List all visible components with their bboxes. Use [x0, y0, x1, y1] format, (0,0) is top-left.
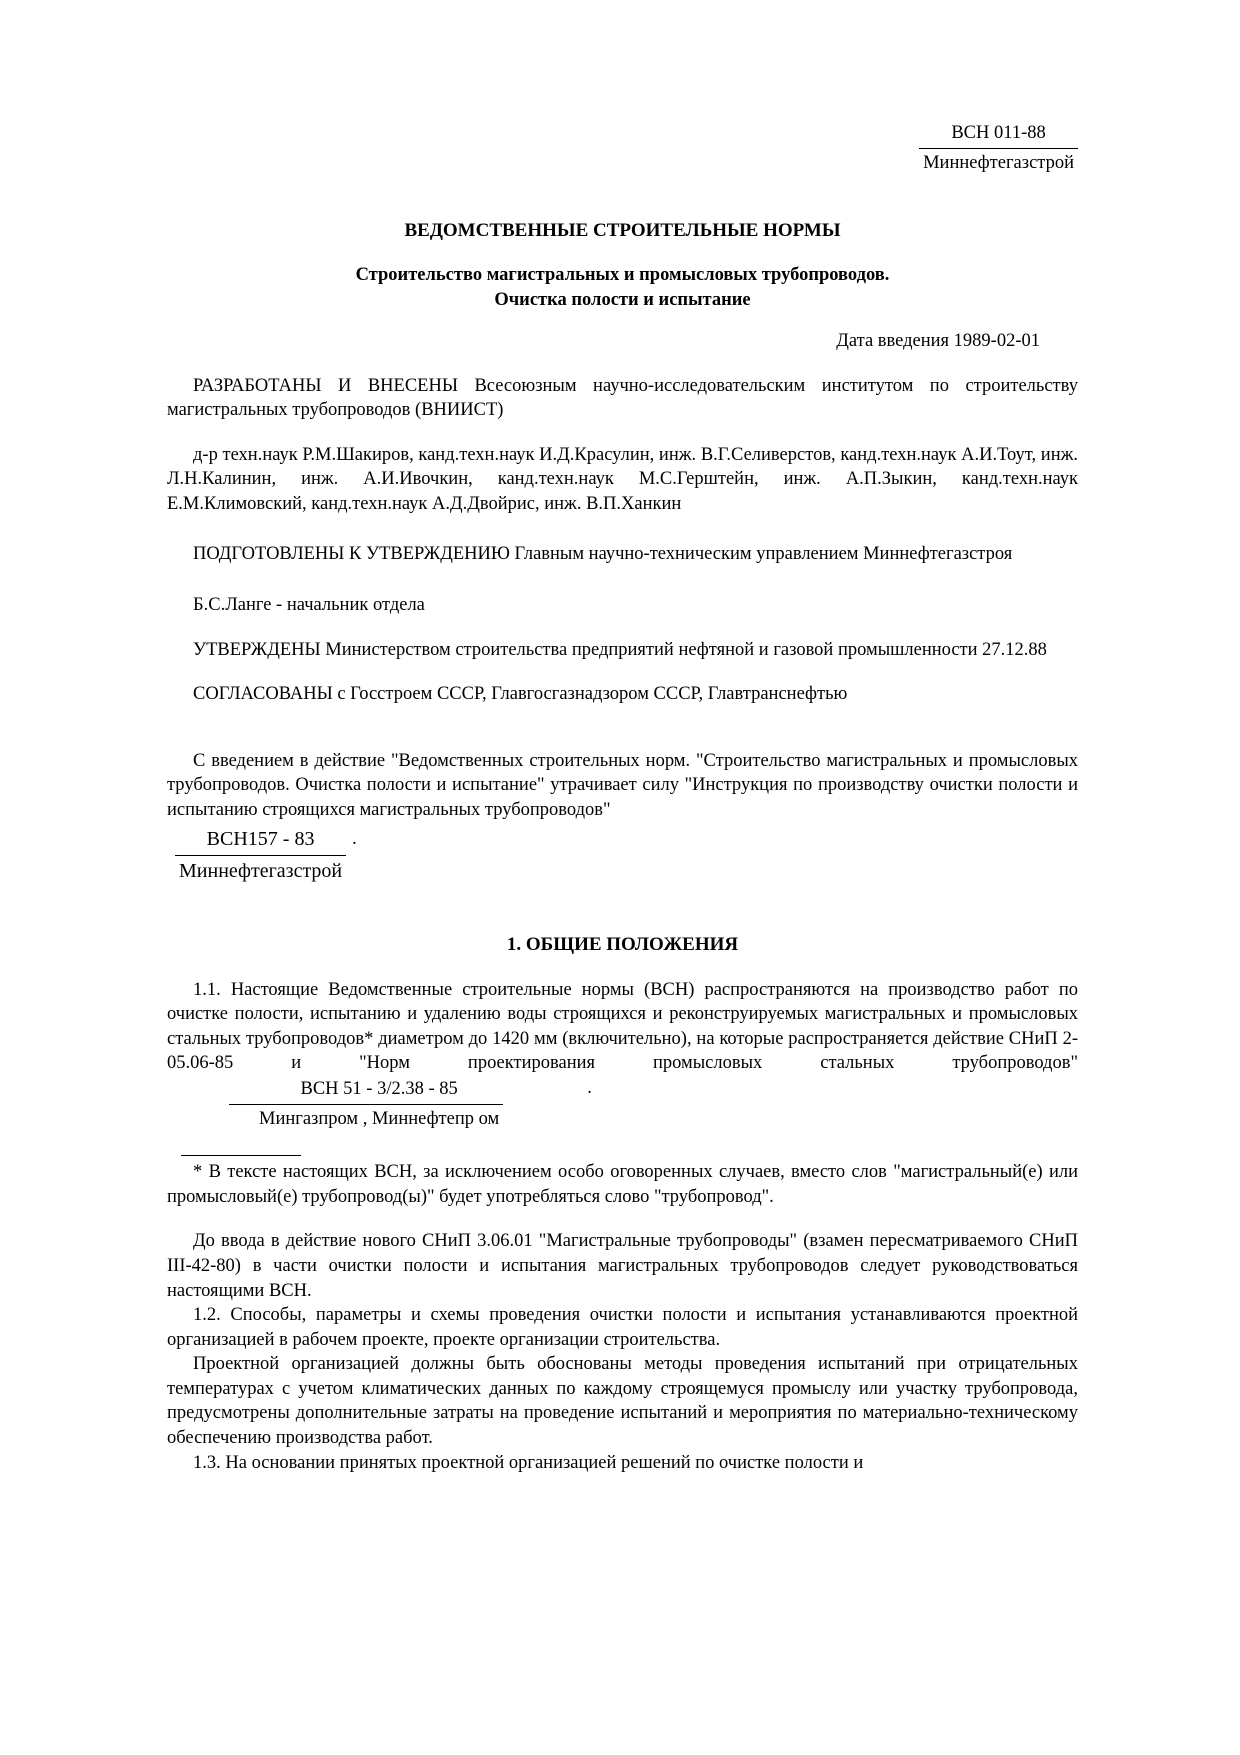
norm-reference-code: ВСН 51 - 3/2.38 - 85: [229, 1078, 503, 1105]
paragraph-prepared-by: ПОДГОТОВЛЕНЫ К УТВЕРЖДЕНИЮ Главным научно-техническим управлением Миннефтегазстроя: [193, 544, 1013, 565]
paragraph-agreed-with: СОГЛАСОВАНЫ с Госстроем СССР, Главгосгазнадзором СССР, Главтранснефтью: [193, 684, 848, 705]
norm-reference-fraction: [229, 1078, 503, 1131]
replaced-doc-fraction: [175, 827, 346, 884]
sentence-period: .: [587, 1077, 592, 1098]
effective-date: Дата введения 1989-02-01: [836, 330, 1040, 351]
paragraph-department-head: Б.С.Ланге - начальник отдела: [193, 595, 425, 616]
footnote-text: * В тексте настоящих ВСН, за исключением особо оговоренных случаев, вместо слов "магистральный(е) или промысловый(е) трубопровод(ы)" будет употребляться слово "трубопровод".: [167, 1162, 1078, 1207]
doc-code: ВСН 011-88: [919, 122, 1078, 149]
replaced-doc-reference: [167, 827, 1078, 885]
subtitle-line-1: Строительство магистральных и промысловых трубопроводов.: [355, 264, 890, 285]
paragraph-1-1: [167, 978, 1078, 1132]
replaced-doc-code: ВСН157 - 83: [175, 827, 346, 856]
doc-reference-block: [167, 122, 1078, 176]
paragraph-1-2: 1.2. Способы, параметры и схемы проведения очистки полости и испытания устанавливаются проектной организацией в рабочем проекте, проекте организации строительства.: [167, 1305, 1078, 1350]
document-subtitle: [167, 263, 1078, 313]
footnote-divider: [181, 1155, 301, 1156]
paragraph-1-2-continued: Проектной организацией должны быть обоснованы методы проведения испытаний при отрицательных температурах с учетом климатических данных по каждому строящемуся промыслу или участку трубопровода, предусмотрены дополнительные затраты на проведение испытаний и мероприятия по материально-техническому обеспечению производства работ.: [167, 1354, 1078, 1449]
paragraph-developed-by: РАЗРАБОТАНЫ И ВНЕСЕНЫ Всесоюзным научно-исследовательским институтом по строительству магистральных трубопроводов (ВНИИСТ): [167, 375, 1078, 421]
paragraph-replaces: С введением в действие "Ведомственных строительных норм. "Строительство магистральных и промысловых трубопроводов. Очистка полости и испытание" утрачивает силу "Инструкция по производству очистки полости и испытанию строящихся магистральных трубопроводов": [167, 750, 1078, 821]
section-1-heading: 1. ОБЩИЕ ПОЛОЖЕНИЯ: [506, 934, 739, 956]
sentence-period: .: [352, 828, 357, 849]
subtitle-line-2: Очистка полости и испытание: [494, 289, 751, 310]
paragraph-1-1-text: 1.1. Настоящие Ведомственные строительные нормы (ВСН) распространяются на производство работ по очистке полости, испытанию и удалению воды строящихся и реконструируемых магистральных и промысловых стальных трубопроводов* диаметром до 1420 мм (включительно), на которые распространяется действие СНиП 2-05.06-85 и "Норм проектирования промысловых стальных трубопроводов": [167, 979, 1078, 1074]
paragraph-authors: д-р техн.наук Р.М.Шакиров, канд.техн.наук И.Д.Красулин, инж. В.Г.Селиверстов, канд.техн.наук А.И.Тоут, инж. Л.Н.Калинин, инж. А.И.Ивочкин, канд.техн.наук М.С.Герштейн, инж. А.П.Зыкин, канд.техн.наук Е.М.Климовский, канд.техн.наук А.Д.Двойрис, инж. В.П.Ханкин: [167, 444, 1078, 514]
doc-code-fraction: [919, 122, 1078, 175]
norm-reference-orgs: Мингазпром , Миннефтепр ом: [259, 1109, 500, 1129]
doc-issuing-org: Миннефтегазстрой: [923, 153, 1074, 174]
paragraph-approved-by: УТВЕРЖДЕНЫ Министерством строительства предприятий нефтяной и газовой промышленности 27.12.88: [193, 639, 1047, 660]
paragraph-snip-transition: До ввода в действие нового СНиП 3.06.01 "Магистральные трубопроводы" (взамен пересматриваемого СНиП III-42-80) в части очистки полости и испытания магистральных трубопроводов следует руководствоваться настоящими ВСН.: [167, 1231, 1078, 1301]
document-title: ВЕДОМСТВЕННЫЕ СТРОИТЕЛЬНЫЕ НОРМЫ: [404, 219, 841, 241]
replaced-doc-org: Миннефтегазстрой: [179, 859, 343, 882]
paragraph-1-3: 1.3. На основании принятых проектной организацией решений по очистке полости и: [193, 1452, 864, 1473]
